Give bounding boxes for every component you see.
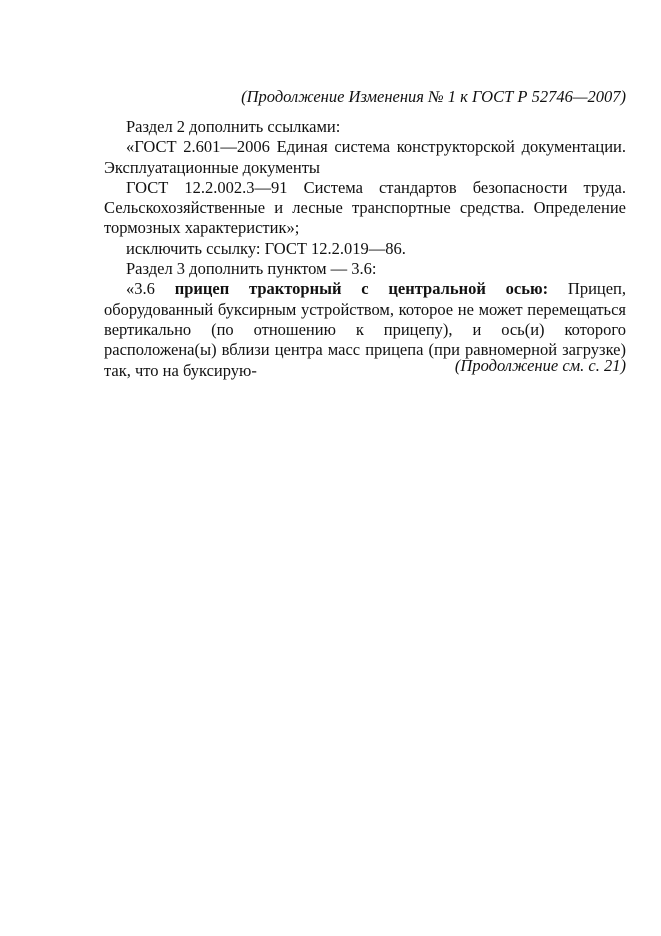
definition-number: «3.6: [126, 279, 175, 299]
document-body: [104, 117, 626, 381]
paragraph-section-3-intro: Раздел 3 дополнить пунктом — 3.6:: [126, 259, 377, 279]
paragraph-gost-12-2-002-3: ГОСТ 12.2.002.3—91 Система стандартов безопасности труда. Сельскохозяйственные и лесные транспортные средства. Определение тормозных характеристик»;: [104, 177, 626, 238]
definition-term: прицеп тракторный с центральной осью:: [174, 279, 549, 299]
paragraph-section-2-intro: Раздел 2 дополнить ссылками:: [126, 117, 341, 136]
paragraph-exclude-reference: исключить ссылку: ГОСТ 12.2.019—86.: [126, 238, 406, 258]
page-footer: (Продолжение см. с. 21): [454, 356, 626, 375]
definition-text: Прицеп, оборудованный буксирным устройством, которое не может перемещаться вертикально (по отношению к прицепу), и ось(и) которого расположена(ы) вблизи центра масс прицепа (при равномерной загрузке) так, что на буксирую-: [104, 279, 627, 380]
paragraph-gost-2-601: «ГОСТ 2.601—2006 Единая система конструкторской документации. Эксплуатационные документы: [104, 137, 626, 177]
page-header: (Продолжение Изменения № 1 к ГОСТ Р 52746—2007): [241, 87, 626, 106]
